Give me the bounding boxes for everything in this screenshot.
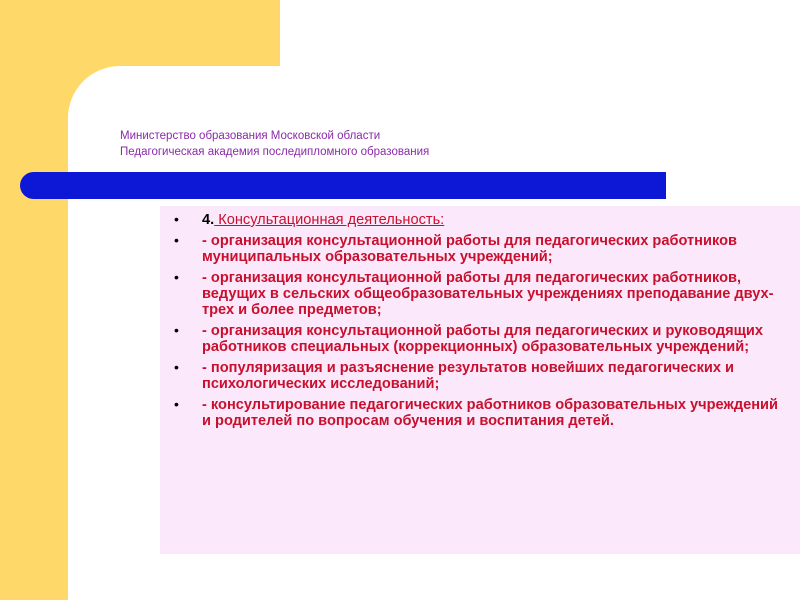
list-item xyxy=(160,397,790,429)
bullet-icon: • xyxy=(174,211,179,227)
slide-header xyxy=(120,128,429,160)
list-item-text: - консультирование педагогических работников образовательных учреждений и родителей по вопросам обучения и воспитания детей. xyxy=(202,397,778,429)
list-item-heading xyxy=(160,212,790,228)
header-line-2: Педагогическая академия последипломного образования xyxy=(120,146,430,158)
bullet-icon: • xyxy=(174,322,179,338)
bullet-icon: • xyxy=(174,232,179,248)
list-item xyxy=(160,360,790,392)
bullet-icon: • xyxy=(174,269,179,285)
heading-text: Консультационная деятельность: xyxy=(214,212,445,228)
bullet-list xyxy=(160,206,800,429)
bullet-icon: • xyxy=(174,359,179,375)
content-box xyxy=(160,206,800,554)
heading-number: 4. xyxy=(202,212,215,228)
list-item-text: - организация консультационной работы для педагогических и руководящих работников специальных (коррекционных) образовательных учреждений; xyxy=(202,323,764,355)
header-line-1: Министерство образования Московской области xyxy=(120,130,381,142)
list-item-text: - популяризация и разъяснение результатов новейших педагогических и психологических исследований; xyxy=(202,360,734,392)
bullet-icon: • xyxy=(174,396,179,412)
list-item-text: - организация консультационной работы для педагогических работников муниципальных образовательных учреждений; xyxy=(202,233,737,265)
list-item xyxy=(160,270,790,318)
decor-yellow-strip xyxy=(0,0,68,600)
list-item xyxy=(160,233,790,265)
decor-blue-bar xyxy=(20,172,666,199)
list-item-text: - организация консультационной работы для педагогических работников, ведущих в сельских общеобразовательных учреждениях преподавание двух-трех и более предметов; xyxy=(202,270,774,318)
list-item xyxy=(160,323,790,355)
